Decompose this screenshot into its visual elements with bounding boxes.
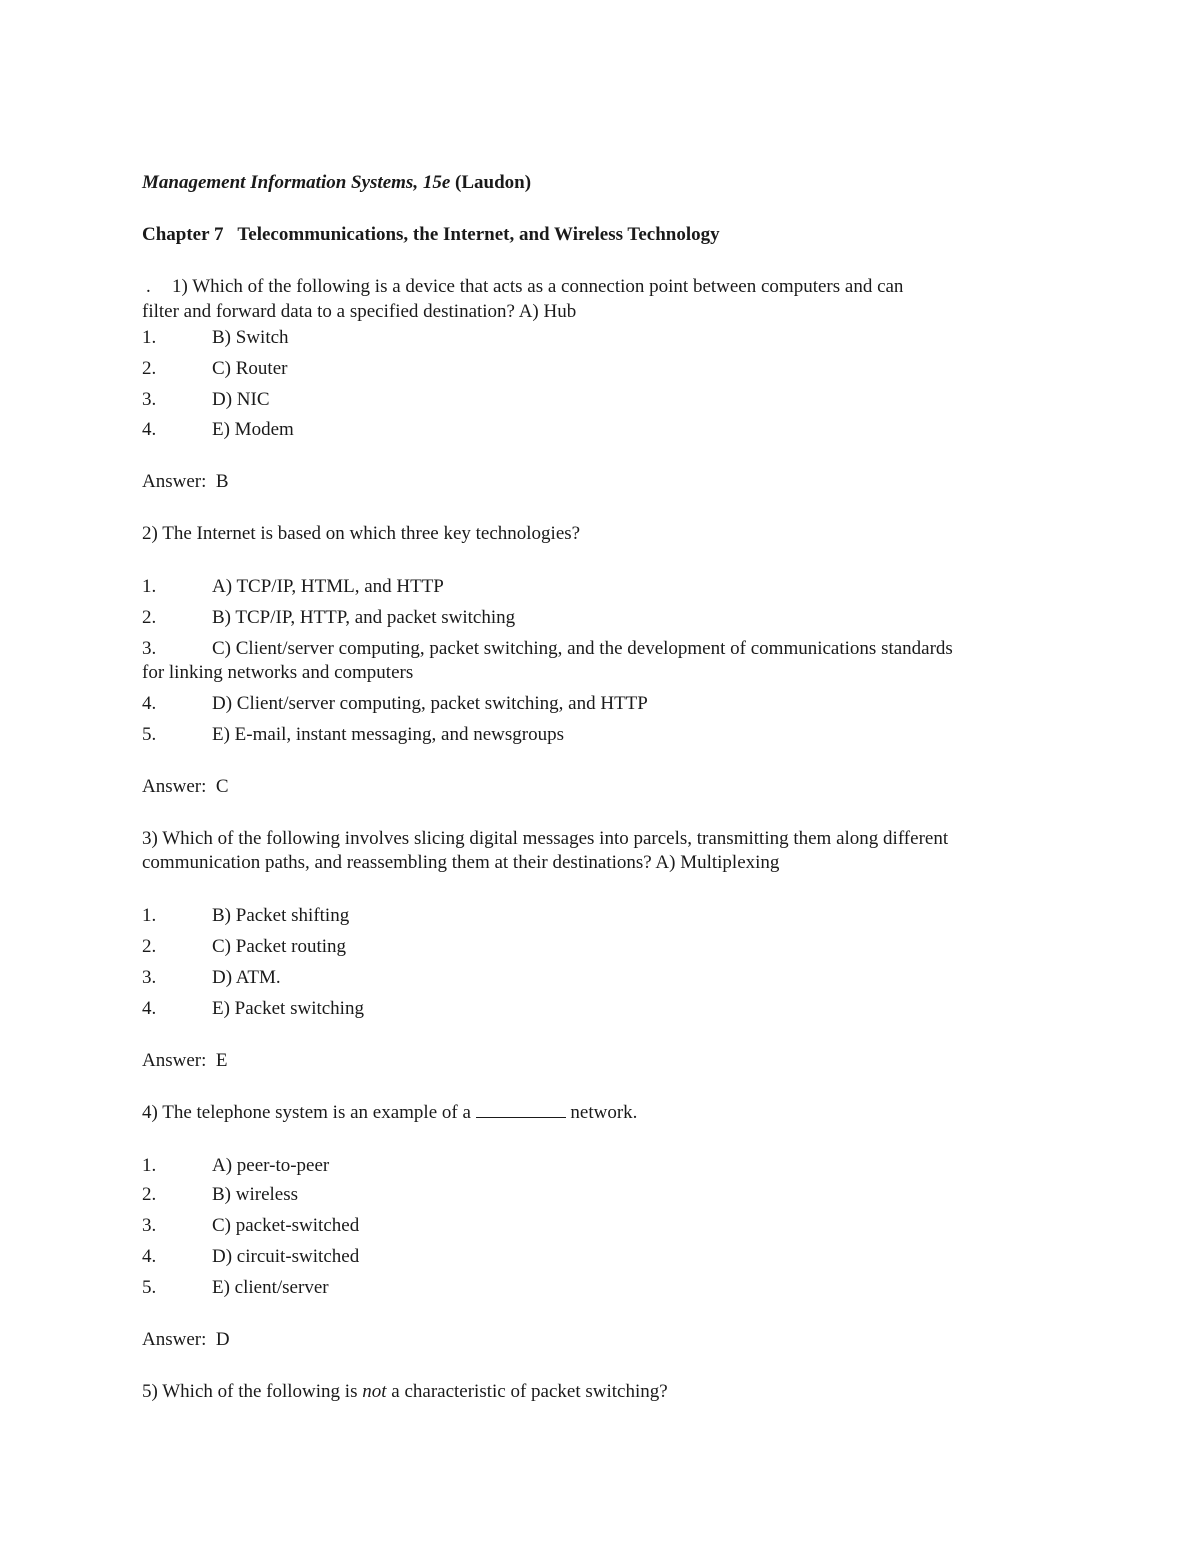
q2-option-num: 4.: [142, 693, 157, 714]
q4-option: B) wireless: [212, 1184, 299, 1205]
q4-option: D) circuit-switched: [212, 1246, 360, 1267]
q1-option: B) Switch: [212, 327, 289, 348]
q3-option: D) ATM.: [212, 967, 281, 988]
q1-option: C) Router: [212, 358, 288, 379]
q4-option-num: 2.: [142, 1184, 157, 1205]
q1-option: E) Modem: [212, 419, 294, 440]
q3-option: E) Packet switching: [212, 998, 364, 1019]
q4-option-num: 4.: [142, 1246, 157, 1267]
q3-option-num: 1.: [142, 905, 157, 926]
q4-option-num: 1.: [142, 1155, 157, 1176]
q2-option-num: 1.: [142, 576, 157, 597]
q3-option: B) Packet shifting: [212, 905, 350, 926]
q2-option: A) TCP/IP, HTML, and HTTP: [212, 576, 444, 597]
q4-option: E) client/server: [212, 1277, 329, 1298]
document-title: [142, 171, 531, 195]
q5-stem: [142, 1380, 668, 1404]
q4-option: C) packet-switched: [212, 1215, 360, 1236]
q4-stem-after: network.: [570, 1102, 638, 1123]
q1-prefix: .: [146, 276, 151, 297]
q1-option-num: 1.: [142, 327, 157, 348]
q5-stem-after: a characteristic of packet switching?: [391, 1381, 668, 1402]
q3-option-num: 3.: [142, 967, 157, 988]
q4-stem: [142, 1101, 637, 1125]
q1-option-num: 4.: [142, 419, 157, 440]
q4-stem-before: 4) The telephone system is an example of a: [142, 1102, 471, 1123]
q3-stem-line1: 3) Which of the following involves slicing digital messages into parcels, transmitting them along different: [142, 828, 949, 849]
q2-option: C) Client/server computing, packet switching, and the development of communications standards: [212, 638, 953, 659]
q1-option-num: 2.: [142, 358, 157, 379]
fill-in-blank: [476, 1103, 566, 1118]
q4-option-num: 5.: [142, 1277, 157, 1298]
q1-option-num: 3.: [142, 389, 157, 410]
q1-answer: Answer: B: [142, 471, 229, 492]
q3-stem-line2: communication paths, and reassembling them at their destinations? A) Multiplexing: [142, 852, 780, 873]
q2-option-num: 3.: [142, 638, 157, 659]
q2-stem: 2) The Internet is based on which three key technologies?: [142, 523, 581, 544]
q2-option-num: 5.: [142, 724, 157, 745]
q3-answer: Answer: E: [142, 1050, 228, 1071]
book-title: Management Information Systems, 15e: [142, 172, 451, 193]
q1-stem-line1: 1) Which of the following is a device that acts as a connection point between computers and can: [172, 276, 904, 297]
chapter-heading: Chapter 7 Telecommunications, the Internet, and Wireless Technology: [142, 224, 720, 245]
q2-option: B) TCP/IP, HTTP, and packet switching: [212, 607, 516, 628]
q5-stem-before: 5) Which of the following is: [142, 1381, 358, 1402]
q2-option: E) E-mail, instant messaging, and newsgroups: [212, 724, 564, 745]
q3-option-num: 2.: [142, 936, 157, 957]
q1-option: D) NIC: [212, 389, 270, 410]
book-author: (Laudon): [455, 172, 532, 193]
q2-option: D) Client/server computing, packet switching, and HTTP: [212, 693, 648, 714]
q2-option-num: 2.: [142, 607, 157, 628]
q4-answer: Answer: D: [142, 1329, 230, 1350]
q2-answer: Answer: C: [142, 776, 229, 797]
q4-option: A) peer-to-peer: [212, 1155, 330, 1176]
q3-option-num: 4.: [142, 998, 157, 1019]
q4-option-num: 3.: [142, 1215, 157, 1236]
q2-option-continuation: for linking networks and computers: [142, 662, 414, 683]
q1-stem-line2: filter and forward data to a specified destination? A) Hub: [142, 301, 577, 322]
q5-stem-emphasis: not: [362, 1381, 387, 1402]
q3-option: C) Packet routing: [212, 936, 347, 957]
